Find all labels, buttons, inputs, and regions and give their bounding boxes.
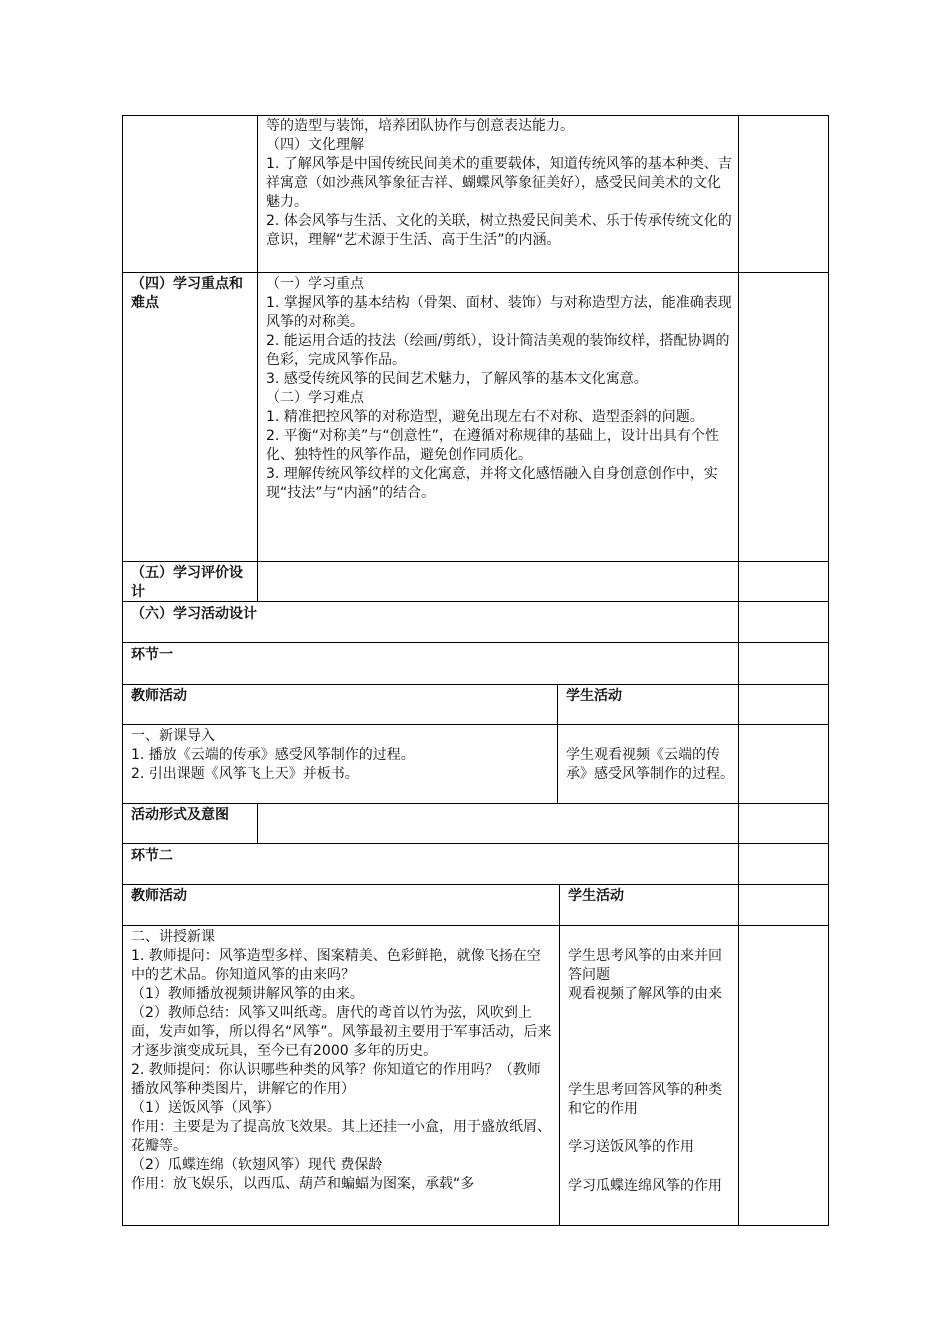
- section1-teacher-header: 教师活动: [131, 688, 187, 704]
- row-line: [122, 925, 829, 926]
- section1-student-header: 学生活动: [566, 688, 622, 704]
- row-line: [122, 724, 829, 725]
- text-line: 2. 体会风筝与生活、文化的关联，树立热爱民间美术、乐于传承传统文化的意识，理解“艺术源于生活、高于生活”的内涵。: [266, 213, 732, 248]
- text-line: 等的造型与装饰，培养团队协作与创意表达能力。: [266, 118, 574, 134]
- key-points-label: （四）学习重点和难点: [131, 276, 243, 311]
- text-line: 1. 播放《云端的传承》感受风筝制作的过程。: [131, 747, 415, 763]
- row-line: [122, 843, 829, 844]
- text-line: （一）学习重点: [266, 276, 364, 292]
- section1-student-content: 学生观看视频《云端的传承》感受风筝制作的过程。: [566, 747, 734, 782]
- text-line: （四）文化理解: [266, 137, 364, 153]
- text-line: （二）学习难点: [266, 390, 364, 406]
- section2-student-block: 学生思考回答风筝的种类和它的作用: [568, 1082, 722, 1117]
- row-line: [122, 684, 829, 685]
- culture-understanding-content: [266, 117, 732, 250]
- text-line: 二、讲授新课: [131, 929, 215, 945]
- table-bottom-border: [122, 1225, 829, 1226]
- section1-label: 环节一: [131, 647, 173, 663]
- text-line: 一、新课导入: [131, 728, 215, 744]
- text-line: 2. 教师提问：你认识哪些种类的风筝？你知道它的作用吗？（教师播放风筝种类图片，讲解它的作用）: [131, 1062, 541, 1097]
- text-line: 2. 平衡“对称美”与“创意性”，在遵循对称规律的基础上，设计出具有个性化、独特性的风筝作品，避免创作同质化。: [266, 428, 719, 463]
- row-line: [122, 884, 829, 885]
- text-line: 2. 引出课题《风筝飞上天》并板书。: [131, 766, 359, 782]
- text-line: （1）教师播放视频讲解风筝的由来。: [131, 986, 364, 1002]
- section2-label: 环节二: [131, 848, 173, 864]
- table-left-border: [122, 115, 123, 1226]
- text-line: 1. 掌握风筝的基本结构（骨架、面材、装饰）与对称造型方法，能准确表现风筝的对称美。: [266, 295, 732, 330]
- text-line: （2）瓜蝶连绵（软翅风筝）现代 费保龄: [131, 1157, 383, 1173]
- text-line: 3. 感受传统风筝的民间艺术魅力，了解风筝的基本文化寓意。: [266, 371, 648, 387]
- section2-student-header: 学生活动: [568, 888, 624, 904]
- section1-teacher-content: [131, 727, 551, 784]
- text-line: 3. 理解传统风筝纹样的文化寓意，并将文化感悟融入自身创意创作中，实现“技法”与“内涵”的结合。: [266, 466, 718, 501]
- text-line: （1）送饭风筝（风筝）: [131, 1100, 280, 1116]
- section2-teacher-content: [131, 928, 553, 1194]
- text-line: 2. 能运用合适的技法（绘画/剪纸），设计简洁美观的装饰纹样，搭配协调的色彩，完成风筝作品。: [266, 333, 730, 368]
- teacher-student-divider-2: [559, 884, 560, 1225]
- table-top-border: [122, 115, 829, 116]
- section2-student-block: 学习送饭风筝的作用: [568, 1139, 694, 1155]
- evaluation-label: （五）学习评价设计: [131, 565, 243, 600]
- teacher-student-divider-1: [557, 684, 558, 803]
- row-line: [122, 272, 829, 273]
- section2-student-block: 观看视频了解风筝的由来: [568, 986, 722, 1002]
- row-line: [122, 561, 829, 562]
- key-points-content: [266, 275, 732, 503]
- table-right-border: [828, 115, 829, 1226]
- row-line: [122, 642, 829, 643]
- text-line: 作用：主要是为了提高放飞效果。其上还挂一小盒，用于盛放纸屑、花瓣等。: [131, 1119, 551, 1154]
- text-line: 作用：放飞娱乐，以西瓜、葫芦和蝙蝠为图案，承载“多: [131, 1176, 475, 1192]
- text-line: 1. 教师提问：风筝造型多样、图案精美、色彩鲜艳，就像飞扬在空中的艺术品。你知道风筝的由来吗？: [131, 948, 541, 983]
- activity-design-label: （六）学习活动设计: [131, 606, 257, 622]
- section2-teacher-header: 教师活动: [131, 888, 187, 904]
- text-line: （2）教师总结：风筝又叫纸鸢。唐代的鸢首以竹为弦，风吹到上面，发声如筝，所以得名“风筝”。风筝最初主要用于军事活动，后来才逐步演变成玩具，至今已有2000 多年的历史。: [131, 1005, 552, 1059]
- extra-column-divider: [738, 115, 739, 1226]
- section2-student-block: 学生思考风筝的由来并回答问题: [568, 948, 722, 983]
- text-line: 1. 精准把控风筝的对称造型，避免出现左右不对称、造型歪斜的问题。: [266, 409, 704, 425]
- row-line: [122, 803, 829, 804]
- label-column-divider-2: [257, 803, 258, 843]
- activity-form-label: 活动形式及意图: [131, 807, 229, 823]
- text-line: 1. 了解风筝是中国传统民间美术的重要载体，知道传统风筝的基本种类、吉祥寓意（如沙燕风筝象征吉祥、蝴蝶风筝象征美好），感受民间美术的文化魅力。: [266, 156, 732, 210]
- label-column-divider: [257, 115, 258, 601]
- section2-student-block: 学习瓜蝶连绵风筝的作用: [568, 1178, 722, 1194]
